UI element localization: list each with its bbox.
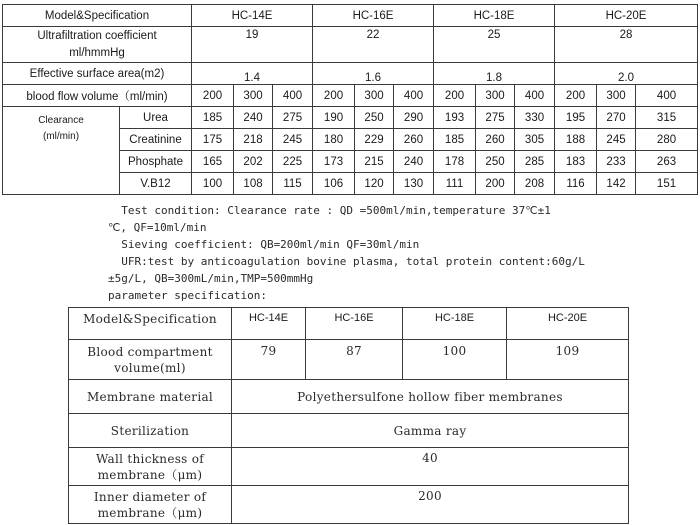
clearance-value: 275	[476, 107, 515, 129]
ultrafiltration-label-line1: Ultrafiltration coefficient	[37, 29, 157, 42]
blood-volume-value: 79	[232, 340, 306, 380]
sterilization-label: Sterilization	[69, 414, 232, 448]
clearance-value: 218	[234, 129, 273, 151]
note-line: ℃, QF=10ml/min	[108, 221, 207, 234]
note-line: Test condition: Clearance rate : QD =500ml/min,temperature 37℃±1	[108, 204, 551, 217]
inner-diameter-row	[69, 486, 629, 524]
sterilization-value: Gamma ray	[232, 414, 629, 448]
clearance-value: 233	[597, 151, 636, 173]
flow-value: 400	[515, 85, 555, 107]
membrane-material-value: Polyethersulfone hollow fiber membranes	[232, 380, 629, 414]
clearance-value: 130	[394, 173, 434, 195]
blood-volume-label	[69, 340, 232, 380]
flow-value: 300	[355, 85, 394, 107]
surface-area-row	[3, 63, 698, 85]
clearance-value: 260	[394, 129, 434, 151]
surface-area-value: 1.4	[192, 63, 313, 85]
clearance-value: 115	[273, 173, 313, 195]
blood-volume-value: 109	[507, 340, 629, 380]
model-hc18e: HC-18E	[403, 308, 507, 340]
clearance-value: 208	[515, 173, 555, 195]
ultrafiltration-row	[3, 27, 698, 63]
clearance-value: 263	[636, 151, 698, 173]
clearance-value: 193	[434, 107, 476, 129]
blood-volume-label-line1: Blood compartment	[87, 344, 213, 359]
substance-name: Phosphate	[120, 151, 192, 173]
clearance-value: 305	[515, 129, 555, 151]
substance-name: Urea	[120, 107, 192, 129]
clearance-value: 195	[555, 107, 597, 129]
sterilization-row	[69, 414, 629, 448]
clearance-value: 173	[313, 151, 355, 173]
wall-thickness-label-line2: membrane（μm)	[97, 467, 203, 482]
clearance-value: 260	[476, 129, 515, 151]
flow-value: 300	[234, 85, 273, 107]
clearance-value: 151	[636, 173, 698, 195]
surface-area-value: 2.0	[555, 63, 698, 85]
clearance-value: 178	[434, 151, 476, 173]
uf-value: 19	[192, 27, 313, 63]
flow-value: 400	[273, 85, 313, 107]
model-hc20e: HC-20E	[555, 5, 698, 27]
flow-value: 300	[597, 85, 636, 107]
inner-diameter-label-line1: Inner diameter of	[93, 489, 207, 504]
spec-header-row	[69, 308, 629, 340]
clearance-value: 215	[355, 151, 394, 173]
clearance-value: 188	[555, 129, 597, 151]
uf-value: 25	[434, 27, 555, 63]
clearance-label-line1: Clearance	[38, 115, 84, 126]
blood-volume-value: 100	[403, 340, 507, 380]
flow-value: 400	[636, 85, 698, 107]
clearance-value: 183	[555, 151, 597, 173]
clearance-value: 250	[476, 151, 515, 173]
clearance-label	[3, 107, 120, 195]
test-conditions-notes	[108, 202, 698, 304]
clearance-value: 229	[355, 129, 394, 151]
clearance-value: 175	[192, 129, 234, 151]
clearance-value: 200	[476, 173, 515, 195]
clearance-row-urea	[3, 107, 698, 129]
wall-thickness-label-line1: Wall thickness of	[95, 451, 205, 466]
clearance-value: 116	[555, 173, 597, 195]
clearance-value: 330	[515, 107, 555, 129]
clearance-value: 100	[192, 173, 234, 195]
clearance-value: 225	[273, 151, 313, 173]
flow-value: 200	[192, 85, 234, 107]
parameter-spec-table	[68, 307, 629, 524]
note-line: ±5g/L, QB=300mL/min,TMP=500mmHg	[108, 272, 314, 285]
clearance-value: 202	[234, 151, 273, 173]
model-hc14e: HC-14E	[232, 308, 306, 340]
header-row	[3, 5, 698, 27]
model-hc16e: HC-16E	[306, 308, 403, 340]
flow-value: 300	[476, 85, 515, 107]
clearance-value: 240	[234, 107, 273, 129]
inner-diameter-label	[69, 486, 232, 524]
clearance-value: 142	[597, 173, 636, 195]
clearance-value: 106	[313, 173, 355, 195]
clearance-value: 270	[597, 107, 636, 129]
blood-flow-row	[3, 85, 698, 107]
substance-name: Creatinine	[120, 129, 192, 151]
note-line: parameter specification:	[108, 289, 267, 302]
clearance-value: 250	[355, 107, 394, 129]
flow-value: 400	[394, 85, 434, 107]
surface-area-value: 1.8	[434, 63, 555, 85]
model-spec-header: Model&Specification	[69, 308, 232, 340]
clearance-value: 185	[192, 107, 234, 129]
clearance-value: 165	[192, 151, 234, 173]
uf-value: 28	[555, 27, 698, 63]
note-line: UFR:test by anticoagulation bovine plasma, total protein content:60g/L	[108, 255, 585, 268]
model-hc20e: HC-20E	[507, 308, 629, 340]
blood-volume-value: 87	[306, 340, 403, 380]
clearance-label-line2: (ml/min)	[42, 131, 80, 142]
ultrafiltration-label-line2: ml/hmmHg	[69, 46, 125, 59]
clearance-value: 315	[636, 107, 698, 129]
clearance-value: 245	[597, 129, 636, 151]
clearance-value: 280	[636, 129, 698, 151]
clearance-value: 185	[434, 129, 476, 151]
substance-name: V.B12	[120, 173, 192, 195]
inner-diameter-value: 200	[232, 486, 629, 524]
clearance-value: 240	[394, 151, 434, 173]
blood-volume-label-line2: volume(ml)	[114, 360, 186, 375]
wall-thickness-label	[69, 448, 232, 486]
clearance-value: 190	[313, 107, 355, 129]
clearance-value: 120	[355, 173, 394, 195]
note-line: Sieving coefficient: QB=200ml/min QF=30ml/min	[108, 238, 420, 251]
model-hc16e: HC-16E	[313, 5, 434, 27]
model-hc14e: HC-14E	[192, 5, 313, 27]
clearance-value: 290	[394, 107, 434, 129]
wall-thickness-value: 40	[232, 448, 629, 486]
blood-flow-label: blood flow volume（ml/min)	[3, 85, 192, 107]
uf-value: 22	[313, 27, 434, 63]
clearance-value: 275	[273, 107, 313, 129]
clearance-value: 111	[434, 173, 476, 195]
blood-volume-row	[69, 340, 629, 380]
clearance-value: 285	[515, 151, 555, 173]
performance-table	[2, 4, 698, 195]
ultrafiltration-label	[3, 27, 192, 63]
surface-area-label: Effective surface area(m2)	[3, 63, 192, 85]
membrane-material-row	[69, 380, 629, 414]
model-spec-header: Model&Specification	[3, 5, 192, 27]
clearance-value: 108	[234, 173, 273, 195]
surface-area-value: 1.6	[313, 63, 434, 85]
flow-value: 200	[555, 85, 597, 107]
clearance-value: 180	[313, 129, 355, 151]
wall-thickness-row	[69, 448, 629, 486]
flow-value: 200	[434, 85, 476, 107]
model-hc18e: HC-18E	[434, 5, 555, 27]
inner-diameter-label-line2: membrane（μm)	[97, 505, 203, 520]
membrane-material-label: Membrane material	[69, 380, 232, 414]
flow-value: 200	[313, 85, 355, 107]
clearance-value: 245	[273, 129, 313, 151]
